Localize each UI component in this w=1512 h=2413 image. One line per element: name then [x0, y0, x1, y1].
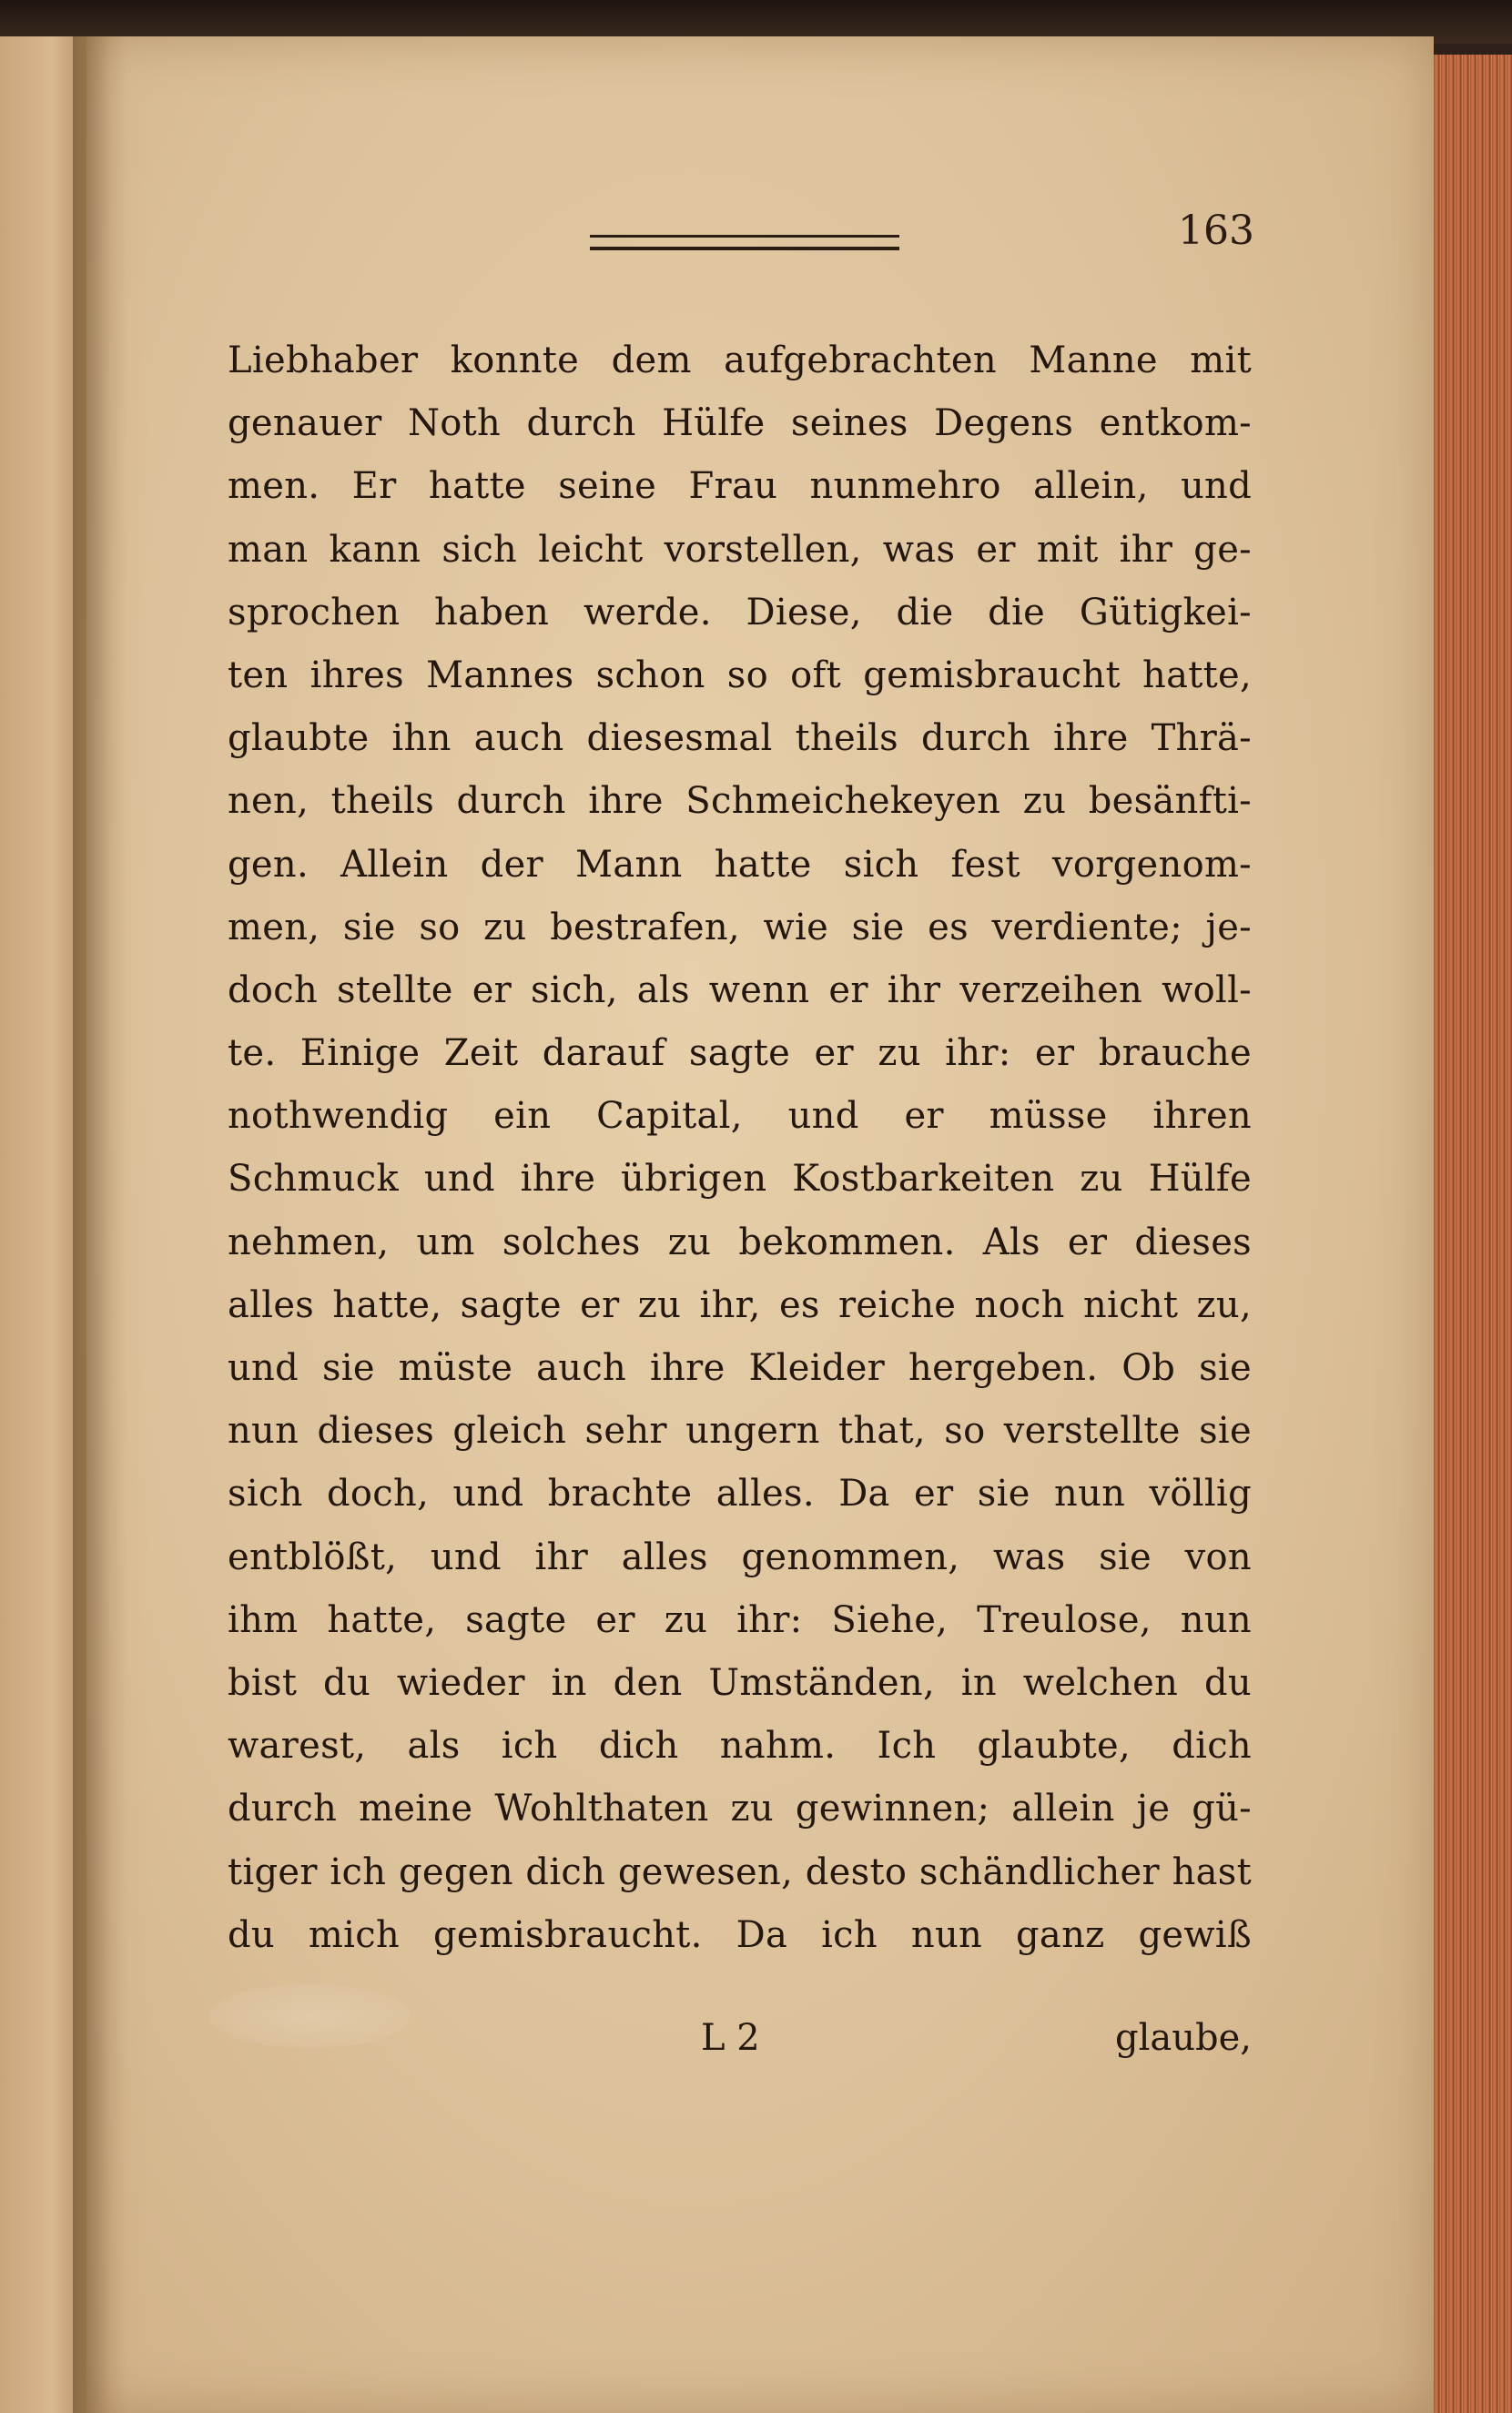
body-text — [228, 330, 1252, 1967]
page-block-edge — [1434, 55, 1512, 2413]
text-line: nen, theils durch ihre Schmeichekeyen zu besänfti- — [228, 780, 1252, 823]
text-line: ten ihres Mannes schon so oft gemisbraucht hatte, — [228, 654, 1252, 696]
text-line: nothwendig ein Capital, und er müsse ihren — [228, 1095, 1252, 1138]
text-line: bist du wieder in den Umständen, in welchen du — [228, 1661, 1252, 1704]
text-line: Liebhaber konnte dem aufgebrachten Manne mit — [228, 340, 1252, 381]
text-line: glaubte ihn auch diesesmal theils durch ihre Thrä- — [228, 717, 1252, 760]
page-footer — [228, 2006, 1252, 2070]
text-line: nun dieses gleich sehr ungern that, so verstellte sie — [228, 1410, 1252, 1453]
page-number: 163 — [1178, 208, 1254, 254]
page-gutter-shadow — [73, 36, 127, 2413]
text-line: man kann sich leicht vorstellen, was er mit ihr ge- — [228, 528, 1252, 571]
catchword: glaube, — [1115, 2017, 1252, 2059]
text-line: alles hatte, sagte er zu ihr, es reiche noch nicht zu, — [228, 1283, 1252, 1326]
header-rule — [590, 235, 899, 250]
text-line: men. Er hatte seine Frau nunmehro allein, und — [228, 465, 1252, 508]
text-line: entblößt, und ihr alles genommen, was sie von — [228, 1536, 1252, 1578]
text-line: warest, als ich dich nahm. Ich glaubte, dich — [228, 1725, 1252, 1768]
text-line: doch stellte er sich, als wenn er ihr verzeihen woll- — [228, 968, 1252, 1011]
text-line: und sie müste auch ihre Kleider hergeben. Ob sie — [228, 1347, 1252, 1389]
text-line: tiger ich gegen dich gewesen, desto schändlicher hast — [228, 1850, 1252, 1893]
text-line: gen. Allein der Mann hatte sich fest vorgenom- — [228, 843, 1252, 886]
signature-mark: L 2 — [701, 2017, 760, 2059]
text-line: durch meine Wohlthaten zu gewinnen; allein je gü- — [228, 1788, 1252, 1830]
text-line: Schmuck und ihre übrigen Kostbarkeiten zu Hülfe — [228, 1158, 1252, 1201]
text-line: nehmen, um solches zu bekommen. Als er dieses — [228, 1221, 1252, 1263]
text-line: du mich gemisbraucht. Da ich nun ganz gewiß — [228, 1913, 1252, 1956]
text-line: te. Einige Zeit darauf sagte er zu ihr: er brauche — [228, 1032, 1252, 1075]
text-line: genauer Noth durch Hülfe seines Degens entkom- — [228, 402, 1252, 445]
text-line: sich doch, und brachte alles. Da er sie nun völlig — [228, 1473, 1252, 1516]
text-line: men, sie so zu bestrafen, wie sie es verdiente; je- — [228, 906, 1252, 948]
text-line: ihm hatte, sagte er zu ihr: Siehe, Treulose, nun — [228, 1598, 1252, 1641]
text-line: sprochen haben werde. Diese, die die Gütigkei- — [228, 591, 1252, 634]
